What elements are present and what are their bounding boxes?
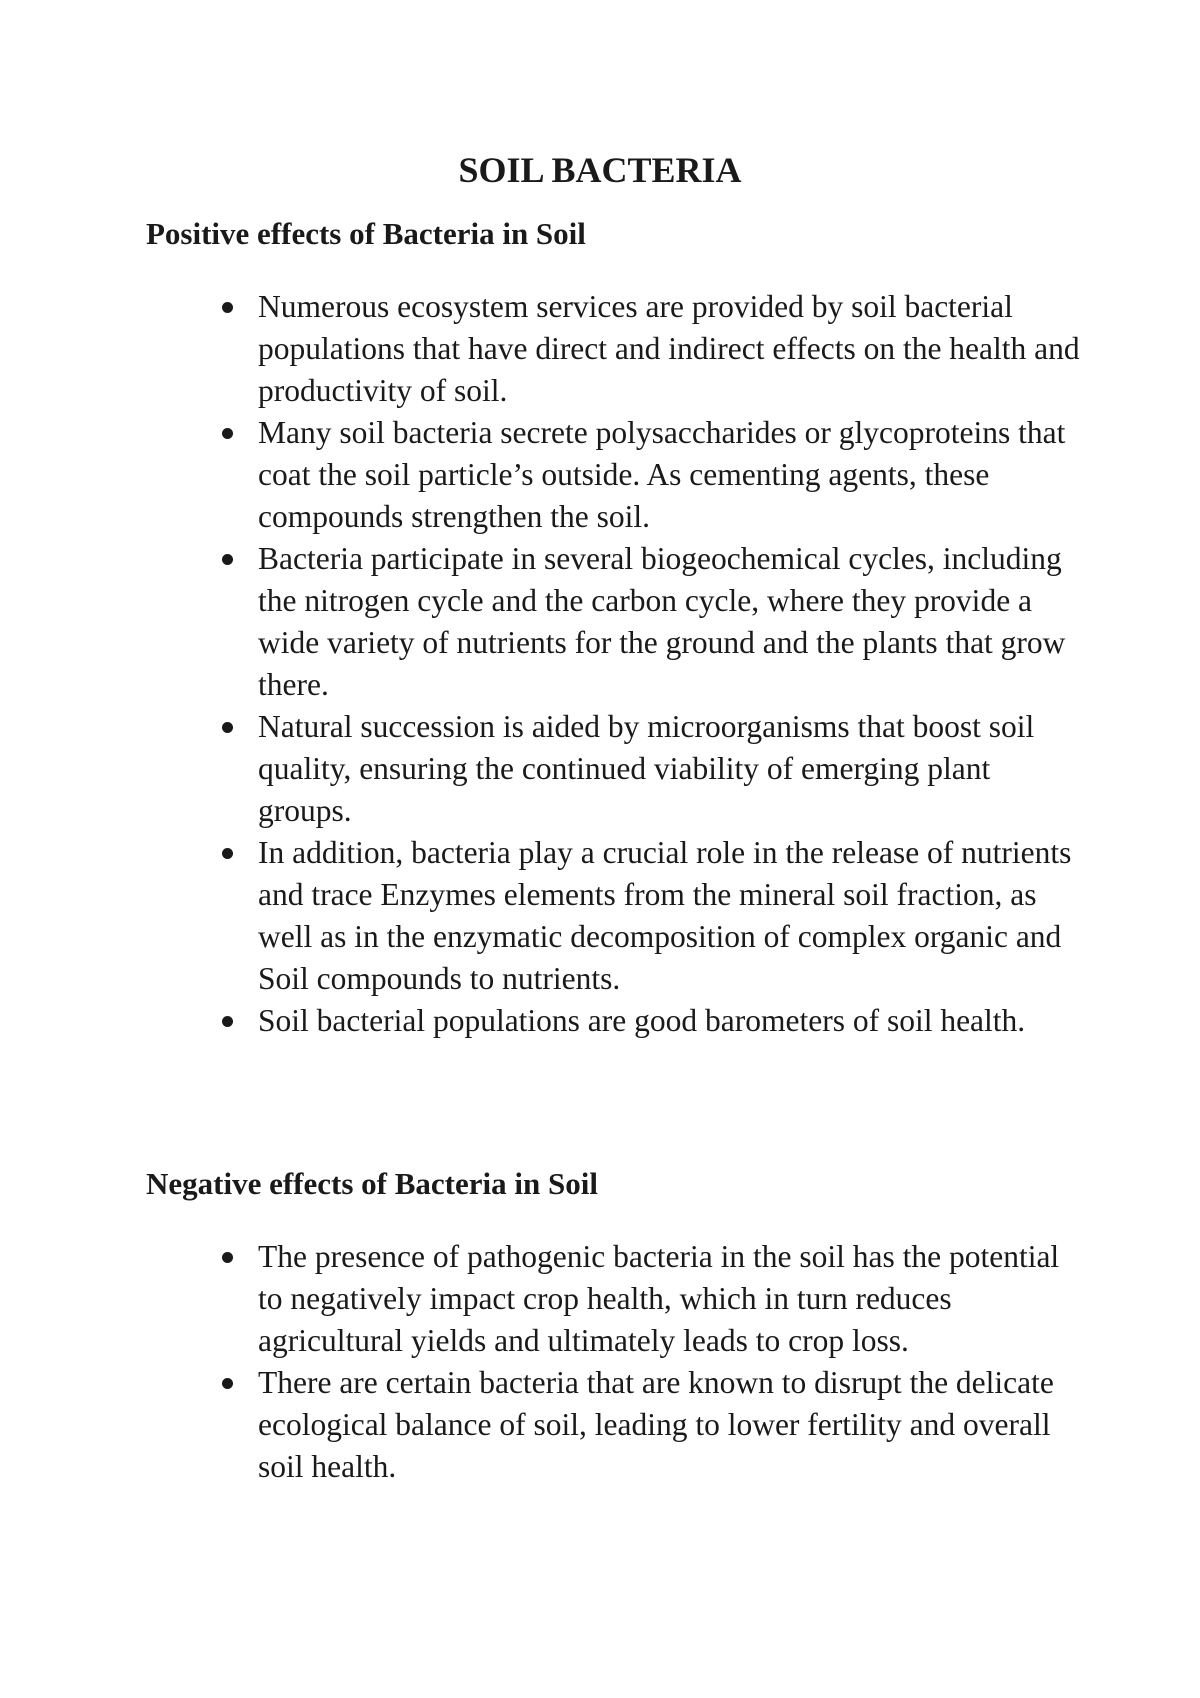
list-item-text: Numerous ecosystem services are provided by soil bacterial populations that have direct and indirect effects on the health and productivity of soil. <box>258 289 1080 408</box>
list-item <box>258 1000 1088 1042</box>
list-item-text: Natural succession is aided by microorganisms that boost soil quality, ensuring the continued viability of emerging plant groups. <box>258 709 1035 828</box>
list-item <box>258 538 1088 706</box>
bullet-icon <box>222 1252 233 1263</box>
list-item <box>258 412 1088 538</box>
bullet-icon <box>222 554 233 565</box>
list-item-text: There are certain bacteria that are known to disrupt the delicate ecological balance of soil, leading to lower fertility and overall soil health. <box>258 1365 1054 1484</box>
negative-effects-list <box>258 1236 1088 1488</box>
bullet-icon <box>222 1378 233 1389</box>
list-item-text: Bacteria participate in several biogeochemical cycles, including the nitrogen cycle and the carbon cycle, where they provide a wide variety of nutrients for the ground and the plants that grow there. <box>258 541 1066 702</box>
list-item <box>258 706 1088 832</box>
section-heading-positive-effects: Positive effects of Bacteria in Soil <box>146 216 586 251</box>
bullet-icon <box>222 848 233 859</box>
list-item-text: In addition, bacteria play a crucial role in the release of nutrients and trace Enzymes elements from the mineral soil fraction, as well as in the enzymatic decomposition of complex organic and Soil compounds to nutrients. <box>258 835 1072 996</box>
section-heading-negative-effects: Negative effects of Bacteria in Soil <box>146 1166 598 1201</box>
positive-effects-list <box>258 286 1088 1042</box>
bullet-icon <box>222 302 233 313</box>
list-item <box>258 832 1088 1000</box>
list-item-text: The presence of pathogenic bacteria in the soil has the potential to negatively impact crop health, which in turn reduces agricultural yields and ultimately leads to crop loss. <box>258 1239 1060 1358</box>
list-item <box>258 286 1088 412</box>
list-item <box>258 1236 1088 1362</box>
bullet-icon <box>222 722 233 733</box>
list-item <box>258 1362 1088 1488</box>
document-title: SOIL BACTERIA <box>458 150 742 190</box>
list-item-text: Soil bacterial populations are good barometers of soil health. <box>258 1003 1026 1038</box>
list-item-text: Many soil bacteria secrete polysaccharides or glycoproteins that coat the soil particle’s outside. As cementing agents, these compounds strengthen the soil. <box>258 415 1066 534</box>
bullet-icon <box>222 1016 233 1027</box>
bullet-icon <box>222 428 233 439</box>
